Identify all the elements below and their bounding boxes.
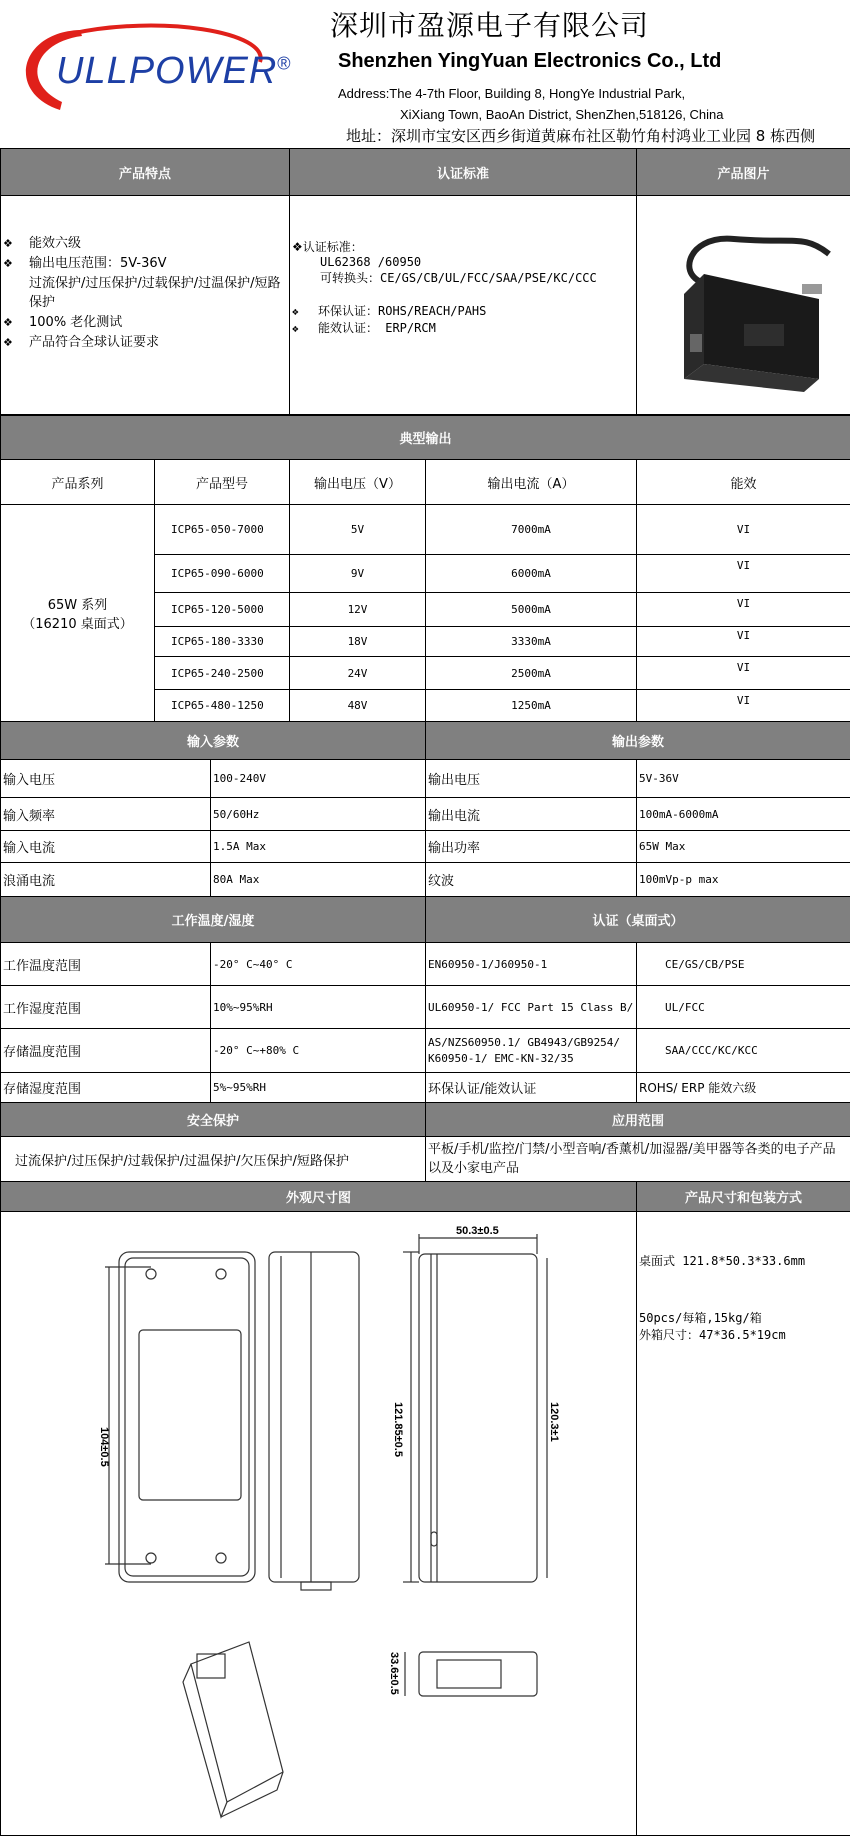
dim-width: 50.3±0.5 (456, 1225, 499, 1237)
cert-eff: ❖ 能效认证： ERP/RCM (292, 319, 634, 336)
application-text: 平板/手机/监控/门禁/小型音响/香薰机/加湿器/美甲器等各类的电子产品以及小家电产品 (426, 1137, 850, 1182)
current-cell: 2500mA (426, 657, 637, 690)
logo-wordmark: ULLPOWER® (56, 50, 292, 93)
cert-marks-cell: UL/FCC (637, 986, 850, 1029)
packing-info (637, 1212, 850, 1836)
params-table (0, 721, 850, 897)
address-en-line1: Address:The 4-7th Floor, Building 8, HongYe Industrial Park, (338, 86, 685, 101)
table-row (1, 760, 850, 798)
voltage-cell: 12V (290, 593, 426, 627)
param-label: 纹波 (426, 863, 637, 897)
list-item: ❖ 能效六级 (3, 232, 287, 251)
product-photo (644, 214, 844, 394)
table-row (1, 831, 850, 863)
model-cell: ICP65-050-7000 (155, 505, 290, 555)
company-name-en: Shenzhen YingYuan Electronics Co., Ltd (338, 50, 721, 73)
table-row (1, 1029, 850, 1073)
param-value: 80A Max (211, 863, 426, 897)
output-params-title: 输出参数 (426, 722, 850, 760)
param-value: 100-240V (211, 760, 426, 798)
efficiency-cell: VI (637, 505, 850, 555)
env-label: 工作温度范围 (1, 943, 211, 986)
input-params-title: 输入参数 (1, 722, 426, 760)
cert-env: ❖ 环保认证：ROHS/REACH/PAHS (292, 302, 634, 319)
model-cell: ICP65-480-1250 (155, 690, 290, 722)
address-cn: 地址：深圳市宝安区西乡街道黄麻布社区勒竹角村鸿业工业园 8 栋西侧 (346, 125, 815, 146)
voltage-cell: 48V (290, 690, 426, 722)
cert-title: ❖认证标准： (292, 238, 634, 255)
param-label: 输出电压 (426, 760, 637, 798)
header-product-image: 产品图片 (637, 149, 850, 196)
typical-output-table (0, 415, 850, 722)
certification-block (290, 196, 637, 415)
param-label: 输入电流 (1, 831, 211, 863)
table-row (1, 1073, 850, 1103)
param-label: 浪涌电流 (1, 863, 211, 897)
efficiency-cell: VI (637, 555, 850, 593)
typical-output-title: 典型输出 (1, 416, 850, 460)
efficiency-cell: VI (637, 690, 850, 722)
address-en-line2: XiXiang Town, BaoAn District, ShenZhen,518126, China (400, 107, 724, 122)
cert-standard-cell: AS/NZS60950.1/ GB4943/GB9254/ K60950-1/ EMC-KN-32/35 (426, 1029, 637, 1073)
voltage-cell: 24V (290, 657, 426, 690)
param-value: 1.5A Max (211, 831, 426, 863)
outline-drawing (1, 1212, 635, 1832)
cert-standard-cell: UL60950-1/ FCC Part 15 Class B/ (426, 986, 637, 1029)
env-label: 存储温度范围 (1, 1029, 211, 1073)
current-cell: 5000mA (426, 593, 637, 627)
company-name-cn: 深圳市盈源电子有限公司 (330, 4, 649, 44)
table-row (1, 943, 850, 986)
env-value: 5%~95%RH (211, 1073, 426, 1103)
param-value: 100mA-6000mA (637, 798, 850, 831)
size-packing-title: 产品尺寸和包装方式 (637, 1182, 850, 1212)
product-size: 桌面式 121.8*50.3*33.6mm (639, 1252, 848, 1269)
env-value: -20° C~40° C (211, 943, 426, 986)
list-item: ❖ 产品符合全球认证要求 (3, 331, 287, 350)
table-row (1, 798, 850, 831)
protection-table (0, 1102, 850, 1182)
param-value: 50/60Hz (211, 798, 426, 831)
protection-title: 安全保护 (1, 1103, 426, 1137)
col-efficiency: 能效 (637, 460, 850, 505)
protection-text: 过流保护/过压保护/过载保护/过温保护/欠压保护/短路保护 (1, 1137, 426, 1182)
cert-standard-cell: 环保认证/能效认证 (426, 1073, 637, 1103)
features-table (0, 148, 850, 415)
header-certification: 认证标准 (290, 149, 637, 196)
cert-marks-cell: SAA/CCC/KC/KCC (637, 1029, 850, 1073)
env-title: 工作温度/湿度 (1, 897, 426, 943)
table-row (1, 863, 850, 897)
list-item: 过流保护/过压保护/过载保护/过温保护/短路保护 (3, 272, 287, 310)
param-value: 100mVp-p max (637, 863, 850, 897)
voltage-cell: 18V (290, 627, 426, 657)
model-cell: ICP65-240-2500 (155, 657, 290, 690)
cert-standard: UL62368 /60950 (292, 255, 634, 269)
model-cell: ICP65-180-3330 (155, 627, 290, 657)
header-features: 产品特点 (1, 149, 290, 196)
dim-holes: 104±0.5 (98, 1427, 110, 1467)
current-cell: 7000mA (426, 505, 637, 555)
drawing-cell (1, 1212, 637, 1836)
features-list (1, 196, 290, 415)
environment-table (0, 896, 850, 1103)
dim-length: 121.85±0.5 (392, 1402, 404, 1457)
env-label: 存储湿度范围 (1, 1073, 211, 1103)
dimensions-table (0, 1181, 850, 1836)
model-cell: ICP65-090-6000 (155, 555, 290, 593)
outline-drawing-title: 外观尺寸图 (1, 1182, 637, 1212)
efficiency-cell: VI (637, 593, 850, 627)
application-title: 应用范围 (426, 1103, 850, 1137)
col-voltage: 输出电压（V） (290, 460, 426, 505)
cert-marks-cell: ROHS/ ERP 能效六级 (637, 1073, 850, 1103)
dim-inner: 120.3±1 (548, 1402, 560, 1442)
voltage-cell: 5V (290, 505, 426, 555)
list-item: ❖ 输出电压范围：5V-36V (3, 252, 287, 271)
cert-marks-cell: CE/GS/CB/PSE (637, 943, 850, 986)
env-value: 10%~95%RH (211, 986, 426, 1029)
current-cell: 3330mA (426, 627, 637, 657)
dim-height: 33.6±0.5 (388, 1652, 400, 1695)
param-value: 65W Max (637, 831, 850, 863)
cert-desktop-title: 认证（桌面式） (426, 897, 850, 943)
packing-qty: 50pcs/每箱,15kg/箱 (639, 1309, 848, 1326)
table-row (1, 986, 850, 1029)
cert-standard-cell: EN60950-1/J60950-1 (426, 943, 637, 986)
col-model: 产品型号 (155, 460, 290, 505)
efficiency-cell: VI (637, 657, 850, 690)
list-item: ❖ 100% 老化测试 (3, 311, 287, 330)
cert-plugs: 可转换头：CE/GS/CB/UL/FCC/SAA/PSE/KC/CCC (292, 269, 634, 286)
model-cell: ICP65-120-5000 (155, 593, 290, 627)
env-label: 工作湿度范围 (1, 986, 211, 1029)
current-cell: 1250mA (426, 690, 637, 722)
table-row (1, 505, 850, 555)
current-cell: 6000mA (426, 555, 637, 593)
col-series: 产品系列 (1, 460, 155, 505)
param-label: 输出电流 (426, 798, 637, 831)
voltage-cell: 9V (290, 555, 426, 593)
param-label: 输入电压 (1, 760, 211, 798)
param-label: 输入频率 (1, 798, 211, 831)
efficiency-cell: VI (637, 627, 850, 657)
product-photo-cell (637, 196, 850, 415)
param-label: 输出功率 (426, 831, 637, 863)
env-value: -20° C~+80% C (211, 1029, 426, 1073)
series-cell: 65W 系列 （16210 桌面式） (1, 505, 155, 722)
carton-size: 外箱尺寸：47*36.5*19cm (639, 1326, 848, 1343)
param-value: 5V-36V (637, 760, 850, 798)
col-current: 输出电流（A） (426, 460, 637, 505)
